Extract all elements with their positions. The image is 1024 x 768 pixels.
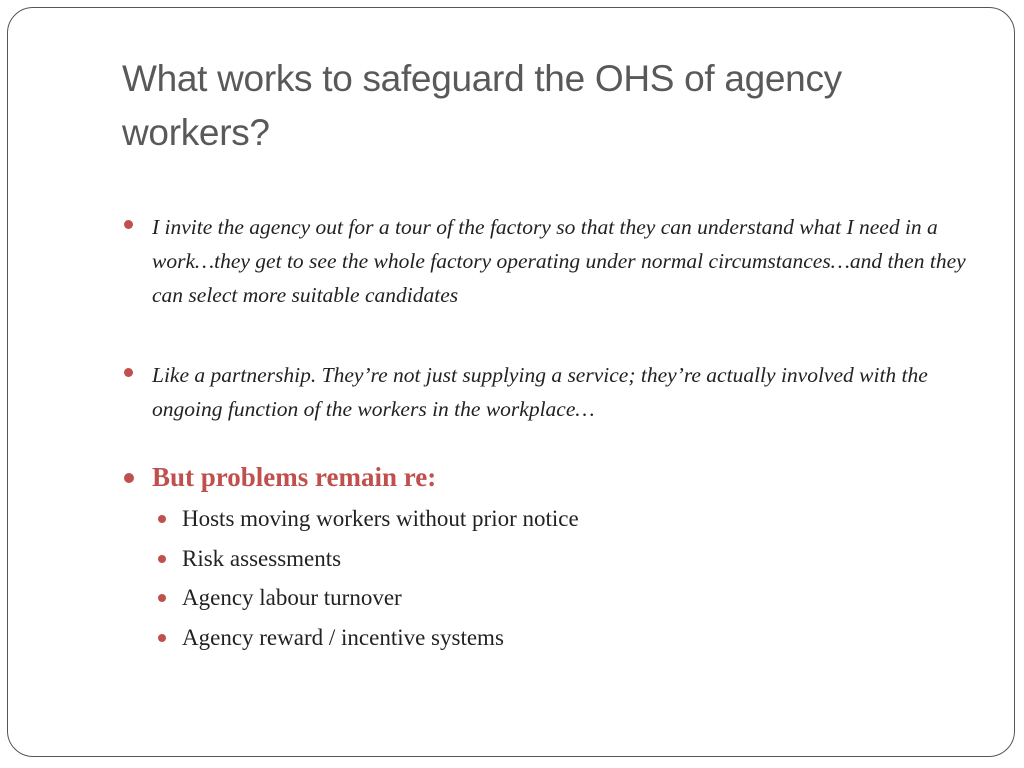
sub-bullet-dot-icon [158, 594, 166, 602]
problems-heading [122, 459, 972, 495]
problems-list [122, 499, 972, 657]
quote-bullet-1 [122, 210, 972, 312]
bullet-dot-icon [124, 220, 133, 229]
bullet-dot-icon [124, 473, 134, 483]
quote-text-1: I invite the agency out for a tour of the factory so that they can understand what I need in a work…they get to see the whole factory operating under normal circumstances…and then they can select more suitable candidates [152, 215, 966, 307]
sub-bullet-dot-icon [158, 515, 166, 523]
problem-item-text: Agency labour turnover [182, 585, 402, 610]
problem-item-text: Hosts moving workers without prior notice [182, 506, 579, 531]
sub-bullet-dot-icon [158, 634, 166, 642]
problems-heading-text: But problems remain re: [152, 462, 437, 492]
slide-content [122, 210, 972, 657]
problem-item-text: Agency reward / incentive systems [182, 624, 504, 650]
problem-item-3 [152, 578, 972, 618]
sub-bullet-dot-icon [158, 555, 166, 563]
slide [7, 7, 1015, 757]
slide-title: What works to safeguard the OHS of agency workers? [122, 58, 842, 153]
problem-item-2 [152, 539, 972, 579]
problem-item-4 [152, 618, 972, 658]
quote-bullet-2 [122, 358, 972, 426]
problem-item-1 [152, 499, 972, 539]
bullet-dot-icon [124, 368, 133, 377]
problem-item-text: Risk assessments [182, 545, 342, 571]
quote-text-2: Like a partnership. They’re not just supplying a service; they’re actually involved with the ongoing function of the workers in the workplace… [152, 363, 928, 421]
